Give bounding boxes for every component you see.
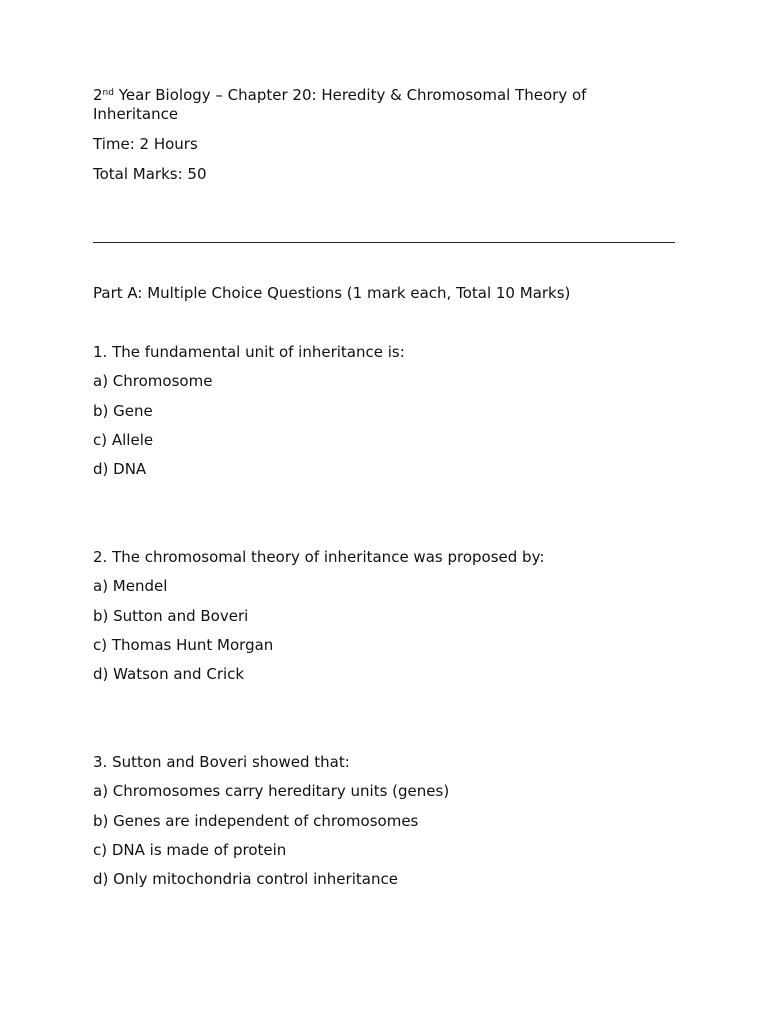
horizontal-divider	[93, 242, 675, 243]
title-year-number: 2	[93, 86, 103, 104]
question-1: 1. The fundamental unit of inheritance is:	[93, 343, 405, 361]
question-3-option-a: a) Chromosomes carry hereditary units (genes)	[93, 782, 450, 800]
question-2-option-c: c) Thomas Hunt Morgan	[93, 636, 274, 654]
part-a-heading: Part A: Multiple Choice Questions (1 mark each, Total 10 Marks)	[93, 284, 571, 302]
question-2-option-a: a) Mendel	[93, 577, 168, 595]
question-1-option-c: c) Allele	[93, 431, 154, 449]
question-1-option-a: a) Chromosome	[93, 372, 213, 390]
question-1-option-d: d) DNA	[93, 460, 147, 478]
question-2-option-d: d) Watson and Crick	[93, 665, 245, 683]
exam-time: Time: 2 Hours	[93, 135, 198, 153]
question-3-option-b: b) Genes are independent of chromosomes	[93, 812, 419, 830]
title-text: Year Biology – Chapter 20: Heredity & Chromosomal Theory of Inheritance	[93, 86, 587, 123]
question-1-option-b: b) Gene	[93, 402, 153, 420]
question-3-option-c: c) DNA is made of protein	[93, 841, 287, 859]
title-superscript: nd	[102, 88, 114, 98]
question-2-option-b: b) Sutton and Boveri	[93, 607, 249, 625]
exam-title	[93, 86, 653, 124]
question-3-option-d: d) Only mitochondria control inheritance	[93, 870, 398, 888]
question-3: 3. Sutton and Boveri showed that:	[93, 753, 350, 771]
exam-total-marks: Total Marks: 50	[93, 165, 207, 183]
question-2: 2. The chromosomal theory of inheritance was proposed by:	[93, 548, 545, 566]
